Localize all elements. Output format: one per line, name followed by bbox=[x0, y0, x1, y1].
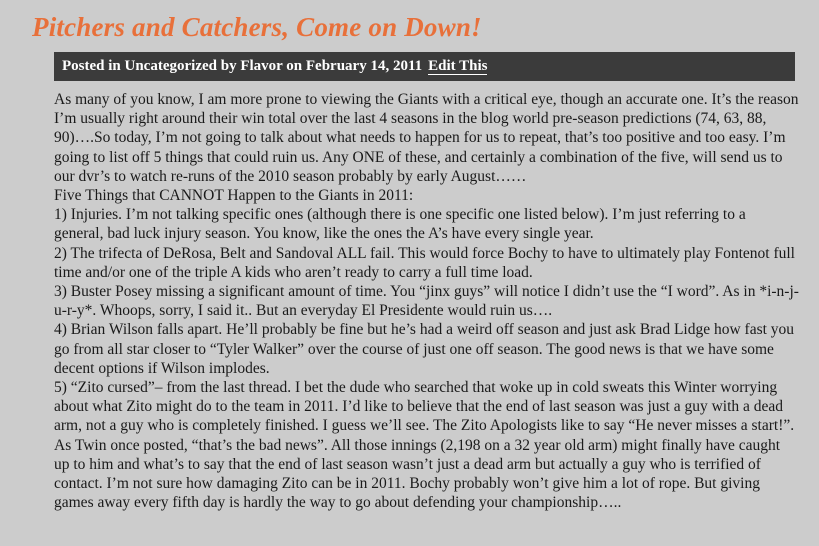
post-paragraph: 4) Brian Wilson falls apart. He’ll probably be fine but he’s had a weird off season and just ask Brad Lidge how fast you go from all star closer to “Tyler Walker” over the course of just one off season. The good news is that we have some decent options if Wilson implodes. bbox=[54, 321, 795, 377]
post-meta-bar bbox=[54, 52, 795, 81]
left-margin-rail bbox=[0, 0, 18, 546]
post-meta-text: Posted in Uncategorized by Flavor on February 14, 2011 bbox=[62, 58, 423, 74]
post-content-column bbox=[18, 0, 819, 546]
post-paragraph: 5) “Zito cursed”– from the last thread. I bet the dude who searched that woke up in cold sweats this Winter worrying about what Zito might do to the team in 2011. I’d like to believe that the end of last season was just a guy with a dead arm, not a guy who is completely finished. I guess we’ll see. The Zito Apologists like to say “He never misses a start!”. As Twin once posted, “that’s the bad news”. All those innings (2,198 on a 32 year old arm) might finally have caught up to him and what’s to say that the end of last season wasn’t just a dead arm but actually a guy who is terrified of contact. I’m not sure how damaging Zito can be in 2011. Bochy probably won’t give him a lot of rope. But giving games away every fifth day is hardly the way to go about defending your championship….. bbox=[54, 379, 795, 512]
post-paragraph: Five Things that CANNOT Happen to the Giants in 2011: bbox=[54, 187, 414, 205]
post-paragraph: 2) The trifecta of DeRosa, Belt and Sandoval ALL fail. This would force Bochy to have to ultimately play Fontenot full time and/or one of the triple A kids who aren’t ready to carry a full time load. bbox=[54, 244, 795, 281]
post-paragraph: 1) Injuries. I’m not talking specific ones (although there is one specific one listed below). I’m just referring to a general, bad luck injury season. You know, like the ones the A’s have every single year. bbox=[54, 206, 746, 243]
edit-this-link[interactable]: Edit This bbox=[428, 58, 488, 74]
post-paragraph: As many of you know, I am more prone to viewing the Giants with a critical eye, though an accurate one. It’s the reason I’m usually right around their win total over the last 4 seasons in the blog world pre-season predictions (74, 63, 88, 90)….So today, I’m not going to talk about what needs to happen for us to repeat, that’s too positive and too easy. I’m going to list off 5 things that could ruin us. Any ONE of these, and certainly a combination of the five, will send us to our dvr’s to watch re-runs of the 2010 season probably by early August…… bbox=[54, 91, 799, 185]
post-body bbox=[54, 81, 799, 512]
page-title: Pitchers and Catchers, Come on Down! bbox=[32, 12, 482, 42]
post-paragraph: 3) Buster Posey missing a significant amount of time. You “jinx guys” will notice I didn’t use the “I word”. As in *i-n-j-u-r-y*. Whoops, sorry, I said it.. But an everyday El Presidente would ruin us…. bbox=[54, 283, 799, 320]
